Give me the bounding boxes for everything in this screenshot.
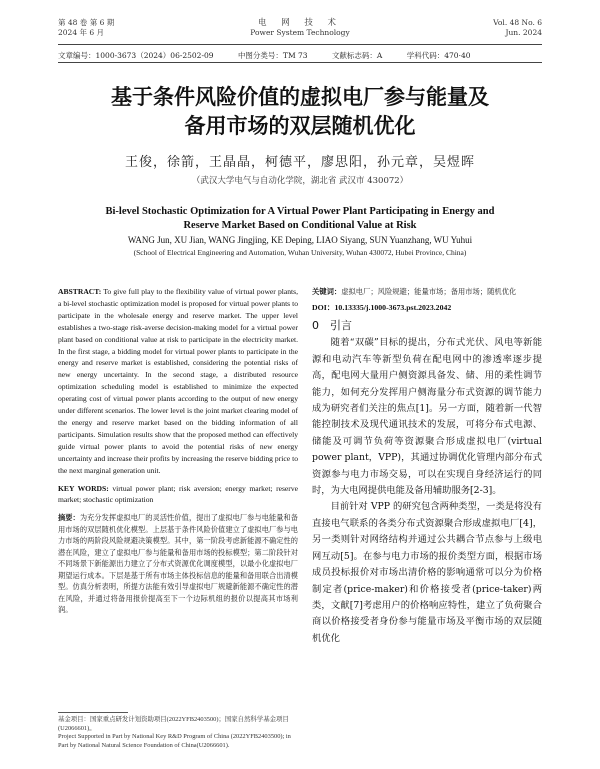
left-column <box>58 286 298 616</box>
title-cn-line1: 基于条件风险价值的虚拟电厂参与能量及 <box>111 85 489 109</box>
header-right <box>493 18 542 38</box>
abstract-cn <box>58 512 298 616</box>
funding-footnote <box>58 716 298 750</box>
footnote-divider <box>58 712 128 713</box>
meta-divider <box>58 62 542 63</box>
title-en-line1: Bi-level Stochastic Optimization for A Virtual Power Plant Participating in Energy and <box>105 206 495 217</box>
title-en-line2: Reserve Market Based on Conditional Value at Risk <box>183 220 417 231</box>
keywords-cn-label: 关键词： <box>312 287 342 296</box>
right-column <box>312 286 542 647</box>
article-meta <box>58 50 542 61</box>
keywords-en-text: virtual power plant; risk aversion; energy market; reserve market; stochastic optimization <box>58 483 298 505</box>
article-number: 文章编号：1000-3673（2024）06-2502-09 <box>58 51 214 60</box>
header-divider <box>58 44 542 45</box>
header-center <box>58 18 542 38</box>
footnote-en: Project Supported in Part by National Key R&D Program of China (2022YFB2403500); in Part by National Natural Science Foundation of China(U2066601). <box>58 733 291 749</box>
section-heading: 0 引言 <box>312 318 352 332</box>
issue-date: 2024 年 6 月 <box>58 28 105 37</box>
abstract-en <box>58 286 298 477</box>
issue-date-en: Jun. 2024 <box>505 28 542 37</box>
abstract-cn-label: 摘要： <box>58 513 80 523</box>
intro-paragraph-2: 目前针对 VPP 的研究包含两种类型，一类是将没有直接电气联系的各类分布式资源聚合形成虚拟电厂[4]，另一类则针对网络结构并通过公共耦合节点参与上级电网互动[5]。在参与电力市场的报价类型方面，根据市场成员投标报价对市场出清价格的影响通常可以分为价格制定者(price-maker)和价格接受者(price-taker)两类，文献[7]考虑用户的价格响应特性，建立了负荷聚合商以价格接受者身份参与能量市场及平衡市场的双层随机优化 <box>312 501 542 644</box>
title-en <box>40 205 560 233</box>
keywords-cn-text: 虚拟电厂；风险规避；能量市场；备用市场；随机优化 <box>341 287 517 296</box>
affiliation-en: (School of Electrical Engineering and Automation, Wuhan University, Wuhan 430072, Hubei Province, China) <box>133 248 467 257</box>
keywords-cn <box>312 286 542 298</box>
title-cn <box>40 83 560 141</box>
subject-code: 学科代码：470·40 <box>406 51 471 60</box>
intro-paragraph-1: 随着“双碳”目标的提出，分布式光伏、风电等新能源和电动汽车等新型负荷在配电网中的渗透率逐步提高，配电网大量用户侧资源具备发、储、用的柔性调节能力，如何充分发挥用户侧海量分布式资源的调节能力成为研究者们关注的焦点[1]。另一方面，随着新一代智能控制技术及现代通讯技术的发展，可将分布式电源、储能及可调节负荷等资源聚合形成虚拟电厂(virtual power plant，VPP)，其通过协调优化管理内部分布式资源参与电力市场交易，可以在实现自身经济运行的同时，为大电网提供电能及备用辅助服务[2-3]。 <box>312 337 542 497</box>
authors-en: WANG Jun, XU Jian, WANG Jingjing, KE Deping, LIAO Siyang, SUN Yuanzhang, WU Yuhui <box>127 235 473 245</box>
doi: DOI：10.13335/j.1000-3673.pst.2023.2042 <box>312 302 452 312</box>
keywords-en <box>58 483 298 507</box>
abstract-en-text: To give full play to the flexibility value of virtual power plants, a bi-level stochastic optimization model is proposed for virtual power plants to participate in the wholesale energy and reserve market. The upper level establishes a two-stage risk-averse decision-making model for a virtual power plant based on conditional value at risk to participate in the electricity market. In the first stage, a bidding model for virtual power plants to participate in the energy and reserve market is established, considering the potential risks of new energy uncertainty. In the second stage, a distributed resource optimization scheduling model is established to minimize the expected operating cost of virtual power plants according to the output of new energy under different scenarios. The lower level is the joint market clearing model of the energy and reserve market based on the bidding information of all participants. Simulation results show that the proposed method can effectively guide virtual power plants to avoid the potential risks of new energy uncertainty and increase their profits by increasing the reserve bidding price to the next marginal generation unit. <box>58 287 298 475</box>
keywords-en-label: KEY WORDS: <box>58 483 109 493</box>
document-code: 文献标志码：A <box>331 51 383 60</box>
abstract-en-label: ABSTRACT: <box>58 287 102 296</box>
abstract-cn-text: 为充分发挥虚拟电厂的灵活性价值，提出了虚拟电厂参与电能量和备用市场的双层随机优化模型。上层基于条件风险价值建立了虚拟电厂参与电力市场的两阶段风险规避决策模型。其中，第一阶段考虑新能源不确定性的潜在风险，建立了虚拟电厂参与能量和备用市场的投标模型；第二阶段针对不同场景下新能源出力建立了分布式资源优化调度模型，以最小化虚拟电厂期望运行成本。下层是基于所有市场主体投标信息的能量和备用联合出清模型。仿真分析表明，所提方法能有效引导虚拟电厂规避新能源不确定性的潜在风险，并通过将备用报价提高至下一个边际机组的报价以提高其市场利润。 <box>58 513 298 615</box>
running-header <box>58 18 542 46</box>
clc-number: 中图分类号：TM 73 <box>237 51 308 60</box>
authors-cn: 王俊，徐箭，王晶晶，柯德平，廖思阳，孙元章，吴煜晖 <box>124 155 475 170</box>
volume-issue-en: Vol. 48 No. 6 <box>493 18 542 27</box>
affiliation-cn: （武汉大学电气与自动化学院，湖北省 武汉市 430072） <box>191 176 409 186</box>
journal-name-cn: 电 网 技 术 <box>257 18 343 28</box>
title-cn-line2: 备用市场的双层随机优化 <box>184 114 416 138</box>
journal-name-en: Power System Technology <box>250 28 350 37</box>
footnote-cn: 基金项目：国家重点研发计划资助项目(2022YFB2403500)；国家自然科学基金项目(U2066601)。 <box>58 716 289 732</box>
volume-issue: 第 48 卷 第 6 期 <box>58 18 115 27</box>
